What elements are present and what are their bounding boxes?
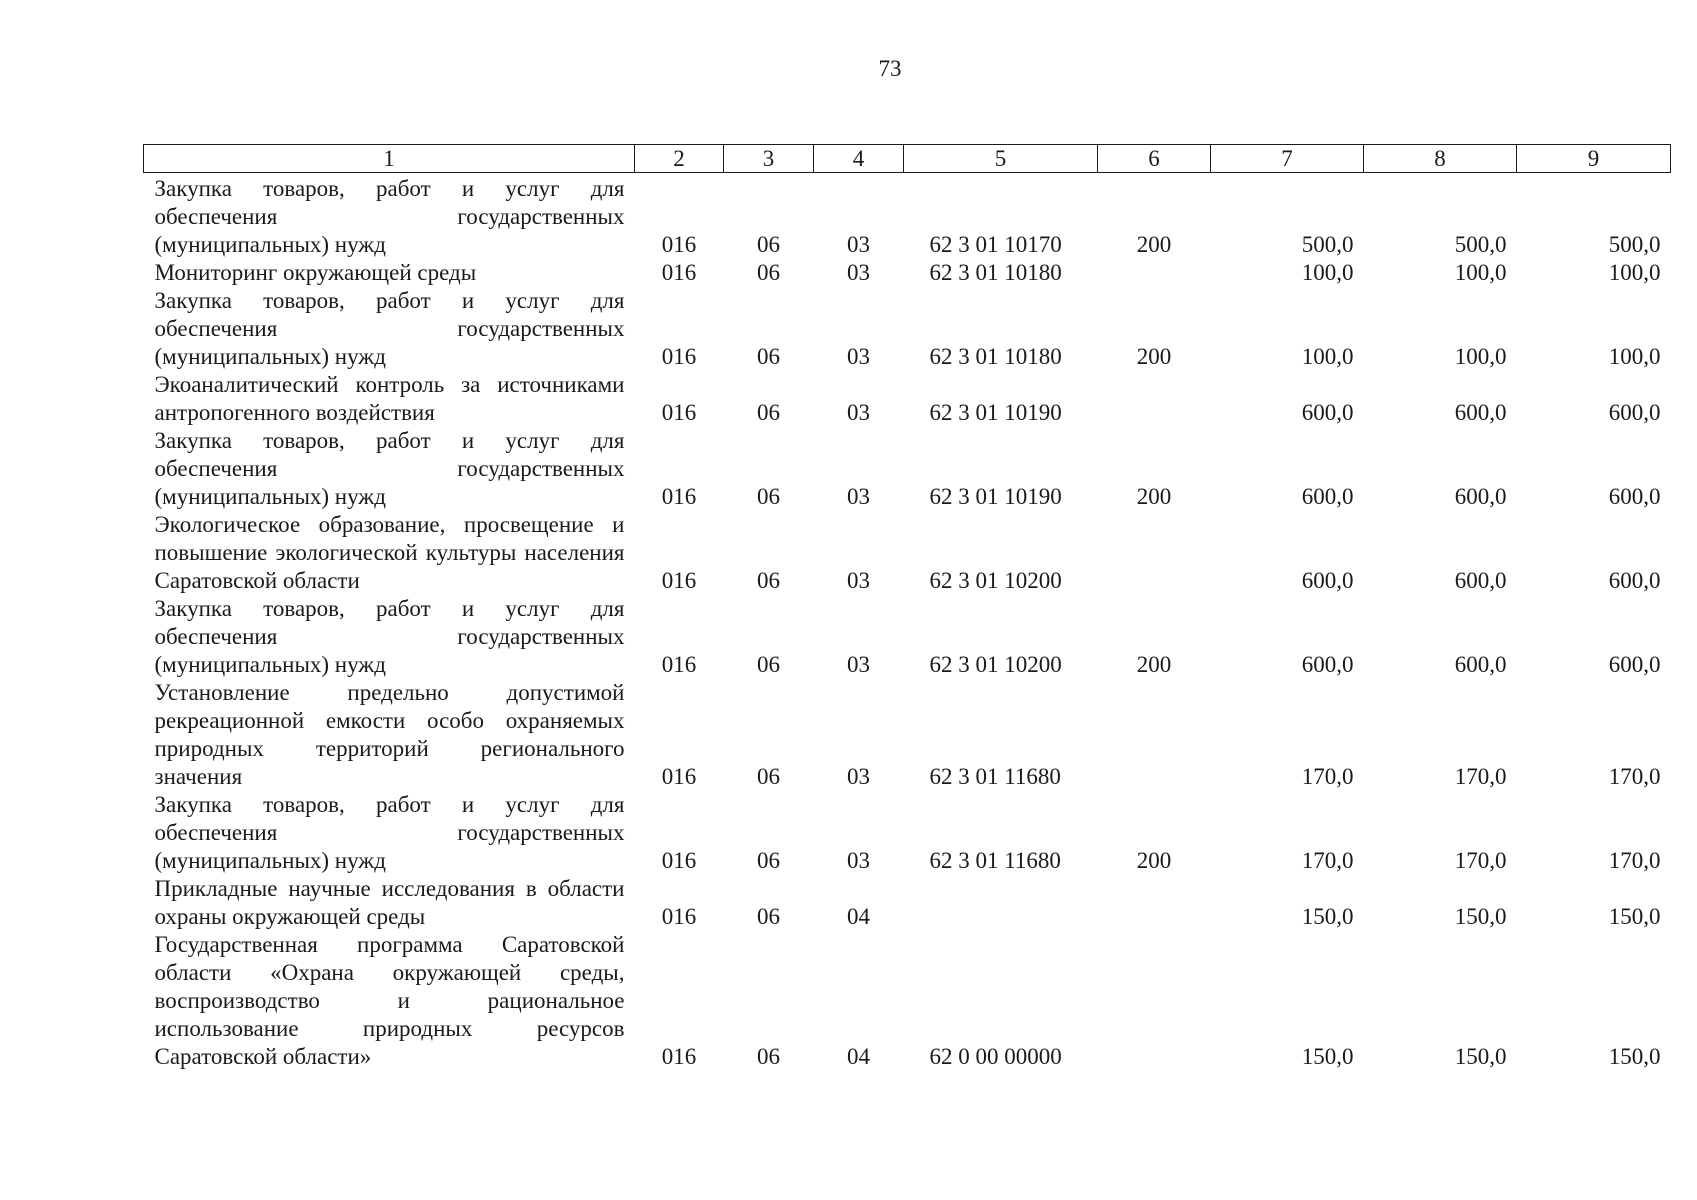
cell-section: 06 [757,764,780,789]
row-description: Прикладные научные исследования в области охраны окружающей среды [154,876,625,929]
cell-amount-col7: 600,0 [1301,400,1354,425]
cell-amount-col7: 100,0 [1301,344,1354,369]
row-description: Мониторинг окружающей среды [154,260,477,285]
column-header: 9 [1517,145,1671,173]
cell-target-article: 62 3 01 10180 [929,260,1062,285]
cell-target-article: 62 3 01 11680 [929,764,1061,789]
cell-ministry-code: 016 [661,260,697,285]
cell-amount-col7: 150,0 [1301,1044,1354,1069]
cell-subsection: 03 [847,344,870,369]
cell-section: 06 [757,484,780,509]
cell-ministry-code: 016 [661,344,697,369]
table-row [144,371,1671,427]
cell-amount-col9: 150,0 [1608,1044,1661,1069]
cell-subsection: 03 [847,260,870,285]
cell-amount-col8: 500,0 [1454,232,1507,257]
cell-target-article: 62 0 00 00000 [929,1044,1062,1069]
cell-ministry-code: 016 [661,1044,697,1069]
cell-expense-type: 200 [1136,232,1172,257]
cell-ministry-code: 016 [661,764,697,789]
cell-expense-type [1098,931,1211,1071]
column-header: 2 [635,145,724,173]
table-row [144,511,1671,595]
column-number-row [144,145,1671,173]
cell-amount-col8: 150,0 [1454,1044,1507,1069]
row-description: Закупка товаров, работ и услуг для обеспечения государственных (муниципальных) нужд [154,596,625,677]
cell-expense-type [1098,875,1211,931]
cell-amount-col8: 170,0 [1454,848,1507,873]
cell-expense-type: 200 [1136,848,1172,873]
cell-target-article: 62 3 01 10180 [929,344,1062,369]
cell-expense-type [1098,679,1211,791]
table-row [144,287,1671,371]
cell-expense-type: 200 [1136,652,1172,677]
cell-amount-col7: 100,0 [1301,260,1354,285]
row-description: Закупка товаров, работ и услуг для обеспечения государственных (муниципальных) нужд [154,428,625,509]
cell-amount-col8: 600,0 [1454,400,1507,425]
page-number: 73 [878,56,902,81]
row-description: Экологическое образование, просвещение и повышение экологической культуры населения Саратовской области [154,512,625,593]
cell-amount-col7: 600,0 [1301,484,1354,509]
cell-ministry-code: 016 [661,904,697,929]
cell-expense-type: 200 [1136,484,1172,509]
cell-ministry-code: 016 [661,400,697,425]
cell-amount-col8: 600,0 [1454,568,1507,593]
table-row [144,427,1671,511]
cell-subsection: 03 [847,652,870,677]
cell-amount-col8: 100,0 [1454,260,1507,285]
cell-amount-col8: 170,0 [1454,764,1507,789]
row-description: Закупка товаров, работ и услуг для обеспечения государственных (муниципальных) нужд [154,288,625,369]
cell-amount-col7: 600,0 [1301,652,1354,677]
cell-ministry-code: 016 [661,848,697,873]
row-description: Закупка товаров, работ и услуг для обеспечения государственных (муниципальных) нужд [154,792,625,873]
cell-amount-col7: 170,0 [1301,764,1354,789]
cell-subsection: 03 [847,232,870,257]
cell-subsection: 03 [847,484,870,509]
cell-subsection: 03 [847,848,870,873]
cell-expense-type [1098,511,1211,595]
table-row [144,173,1671,260]
table-row [144,595,1671,679]
table-row [144,791,1671,875]
cell-target-article: 62 3 01 10200 [929,652,1062,677]
cell-ministry-code: 016 [661,484,697,509]
column-header: 5 [904,145,1098,173]
cell-amount-col9: 500,0 [1608,232,1661,257]
cell-amount-col7: 150,0 [1301,904,1354,929]
cell-target-article [904,875,1098,931]
cell-section: 06 [757,400,780,425]
cell-amount-col9: 170,0 [1608,848,1661,873]
cell-amount-col9: 600,0 [1608,400,1661,425]
budget-table [143,144,1671,1071]
column-header: 1 [144,145,635,173]
cell-ministry-code: 016 [661,652,697,677]
table-row [144,679,1671,791]
cell-ministry-code: 016 [661,232,697,257]
cell-section: 06 [757,848,780,873]
cell-amount-col7: 170,0 [1301,848,1354,873]
cell-subsection: 03 [847,764,870,789]
table-row [144,931,1671,1071]
row-description: Экоаналитический контроль за источниками антропогенного воздействия [154,372,625,425]
cell-section: 06 [757,344,780,369]
cell-section: 06 [757,568,780,593]
cell-section: 06 [757,260,780,285]
column-header: 3 [724,145,814,173]
column-header: 7 [1211,145,1364,173]
cell-amount-col8: 600,0 [1454,484,1507,509]
cell-amount-col9: 170,0 [1608,764,1661,789]
cell-subsection: 03 [847,400,870,425]
row-description: Закупка товаров, работ и услуг для обеспечения государственных (муниципальных) нужд [154,176,625,257]
row-description: Установление предельно допустимой рекреационной емкости особо охраняемых природных территорий регионального значения [154,680,625,789]
cell-target-article: 62 3 01 11680 [929,848,1061,873]
cell-target-article: 62 3 01 10200 [929,568,1062,593]
cell-section: 06 [757,232,780,257]
cell-target-article: 62 3 01 10190 [929,400,1062,425]
cell-amount-col9: 600,0 [1608,652,1661,677]
cell-subsection: 04 [847,904,870,929]
cell-target-article: 62 3 01 10190 [929,484,1062,509]
cell-target-article: 62 3 01 10170 [929,232,1062,257]
cell-section: 06 [757,1044,780,1069]
cell-section: 06 [757,904,780,929]
table-row [144,875,1671,931]
column-header: 4 [814,145,904,173]
cell-ministry-code: 016 [661,568,697,593]
row-description: Государственная программа Саратовской области «Охрана окружающей среды, воспроизводство и рациональное использование природных ресурсов Саратовской области» [154,932,625,1069]
cell-expense-type: 200 [1136,344,1172,369]
cell-subsection: 03 [847,568,870,593]
cell-amount-col7: 600,0 [1301,568,1354,593]
cell-amount-col9: 100,0 [1608,344,1661,369]
cell-subsection: 04 [847,1044,870,1069]
cell-amount-col9: 600,0 [1608,568,1661,593]
column-header: 8 [1364,145,1517,173]
cell-amount-col9: 150,0 [1608,904,1661,929]
cell-amount-col9: 100,0 [1608,260,1661,285]
cell-amount-col8: 100,0 [1454,344,1507,369]
cell-section: 06 [757,652,780,677]
cell-amount-col8: 150,0 [1454,904,1507,929]
cell-expense-type [1098,371,1211,427]
cell-expense-type [1098,259,1211,287]
cell-amount-col9: 600,0 [1608,484,1661,509]
column-header: 6 [1098,145,1211,173]
cell-amount-col7: 500,0 [1301,232,1354,257]
cell-amount-col8: 600,0 [1454,652,1507,677]
table-row [144,259,1671,287]
